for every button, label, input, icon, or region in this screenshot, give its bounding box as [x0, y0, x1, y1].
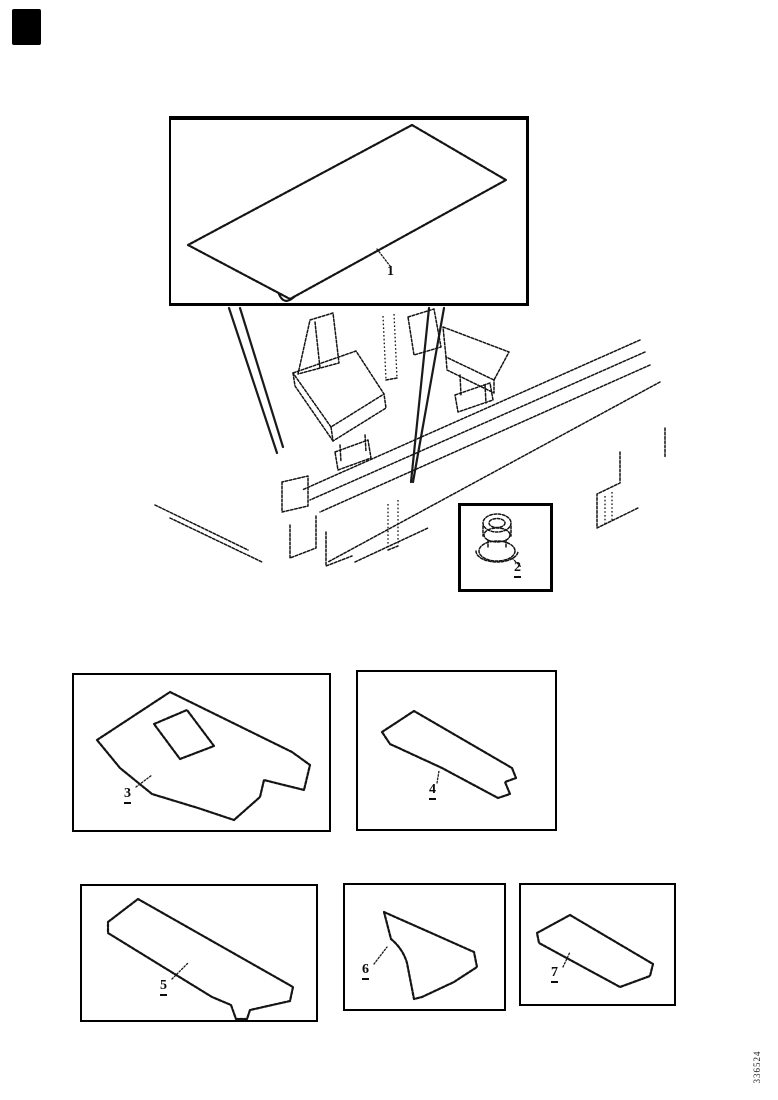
callout-3-leader: [136, 775, 152, 787]
notched-mat-figure: [345, 885, 504, 1009]
plain-mat-figure: [521, 885, 674, 1004]
figure-code: 336524: [752, 1050, 762, 1084]
grommet-figure: [461, 506, 550, 589]
mat-outline: [188, 125, 506, 299]
mat-outline: [108, 899, 293, 1019]
callout-5: 5: [160, 979, 167, 996]
callout-6: 6: [362, 963, 369, 980]
callout-4: 4: [429, 783, 436, 800]
callout-4-leader: [437, 771, 439, 783]
mat-opening: [154, 710, 214, 759]
callout-6-leader: [374, 947, 387, 964]
part-panel-1: [169, 116, 529, 306]
part-panel-2: [458, 503, 553, 592]
part-panel-5: [80, 884, 318, 1022]
strip-mat-figure: [358, 672, 555, 829]
floor-bracket-right: [597, 428, 665, 528]
callout-3: 3: [124, 787, 131, 804]
cab-floor-illustration: [150, 300, 700, 610]
registration-mark: [12, 9, 41, 45]
part-panel-4: [356, 670, 557, 831]
callout-1: 1: [387, 264, 394, 279]
part-panel-3: [72, 673, 331, 832]
floor-mat-full-figure: [171, 120, 525, 303]
callout-7: 7: [551, 966, 558, 983]
long-mat-figure: [82, 886, 316, 1020]
seat-belt-pillar: [383, 314, 397, 380]
part-panel-6: [343, 883, 506, 1011]
mat-with-opening-figure: [74, 675, 329, 830]
mat-outline: [382, 711, 516, 798]
floor-bracket-left: [155, 476, 428, 566]
seat-left: [293, 313, 386, 470]
part-panel-7: [519, 883, 676, 1006]
mat-outline: [384, 912, 477, 999]
projection-lines: [229, 308, 444, 482]
callout-2: 2: [514, 561, 521, 578]
